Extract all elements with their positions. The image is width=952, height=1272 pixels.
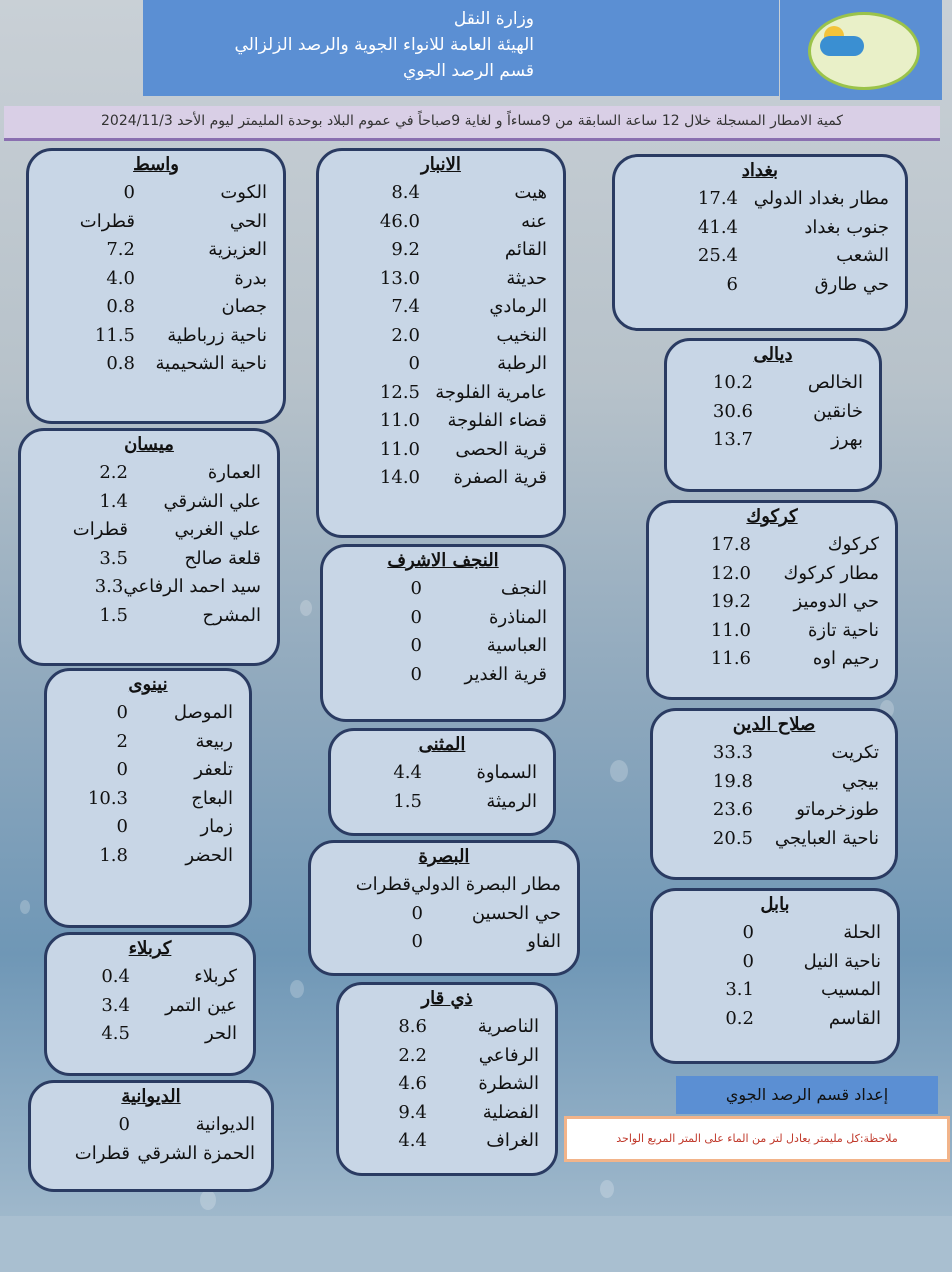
station-row (63, 785, 233, 814)
station-row (683, 398, 863, 427)
station-row (665, 617, 879, 646)
station-row (63, 813, 233, 842)
station-row (327, 900, 561, 929)
station-list (615, 185, 905, 299)
rainfall-value: قطرات (72, 519, 128, 540)
card-title: النجف الاشرف (387, 550, 499, 571)
rainfall-value: 2.2 (99, 462, 128, 483)
station-row (669, 768, 879, 797)
station-row (683, 426, 863, 455)
ministry-name: وزارة النقل (453, 9, 534, 29)
station-name: قرية الغدير (464, 663, 547, 685)
department-name: قسم الرصد الجوي (402, 61, 534, 81)
station-list (29, 179, 283, 379)
station-name: المشرح (202, 604, 261, 626)
station-list (47, 963, 253, 1049)
station-name: الحر (204, 1023, 237, 1044)
station-row (355, 1127, 539, 1156)
station-row (37, 602, 261, 631)
rainfall-value: 4.4 (398, 1130, 427, 1151)
station-name: سيد احمد الرفاعي (123, 576, 261, 597)
station-row (335, 293, 547, 322)
station-row (63, 756, 233, 785)
station-name: المناذرة (489, 606, 547, 628)
station-row (63, 728, 233, 757)
station-name: مطار بغداد الدولي (753, 188, 889, 209)
station-row (335, 208, 547, 237)
station-name: مطار البصرة الدولي (410, 874, 561, 895)
report-title: كمية الامطار المسجلة خلال 12 ساعة السابقة من 9مساءاً و لغاية 9صباحاً في عموم البلاد بوحدة المليمتر ليوم الأحد 2024/11/3 (4, 106, 940, 141)
rainfall-value: 17.8 (710, 534, 751, 555)
station-list (649, 531, 895, 674)
station-row (63, 963, 237, 992)
station-name: طوزخرماتو (796, 799, 879, 820)
rainfall-value: 3.1 (725, 979, 754, 1000)
card-babil (650, 888, 900, 1064)
station-list (323, 575, 563, 689)
rainfall-value: 25.4 (697, 245, 738, 266)
station-row (335, 464, 547, 493)
station-name: الفضلية (482, 1101, 539, 1123)
station-name: العباسية (486, 635, 547, 656)
station-name: الغراف (486, 1130, 539, 1151)
rainfall-value: 11.0 (379, 438, 420, 460)
station-row (47, 1140, 255, 1169)
station-row (669, 976, 881, 1005)
rainfall-value: 12.0 (710, 562, 751, 584)
station-name: قرية الحصى (455, 438, 547, 460)
station-list (21, 459, 277, 630)
rainfall-value: 3.5 (99, 547, 128, 569)
rainfall-value: 12.5 (379, 381, 420, 403)
footer-note: ملاحظة:كل مليمتر يعادل لتر من الماء على المتر المربع الواحد (564, 1116, 950, 1162)
rainfall-value: 3.3 (94, 576, 124, 597)
station-name: الشطرة (478, 1073, 539, 1094)
rainfall-value: 4.4 (393, 762, 422, 783)
rainfall-value: 0.4 (101, 966, 130, 987)
rainfall-value: 0.8 (106, 296, 135, 317)
rainfall-value: قطرات (79, 210, 135, 232)
station-name: الحمزة الشرقي (137, 1142, 255, 1164)
rainfall-value: 4.0 (106, 267, 135, 289)
station-row (335, 236, 547, 265)
station-name: زمار (200, 816, 233, 837)
station-name: عنه (521, 210, 547, 232)
station-row (45, 293, 267, 322)
rainfall-value: 0.2 (725, 1007, 754, 1029)
rainfall-value: 0.8 (106, 353, 135, 374)
station-row (355, 1042, 539, 1071)
station-name: الموصل (173, 702, 233, 723)
station-name: الحلة (843, 922, 881, 943)
station-name: عين التمر (165, 994, 237, 1016)
station-row (669, 825, 879, 854)
rainfall-value: 1.8 (99, 844, 128, 866)
station-row (665, 645, 879, 674)
card-title: صلاح الدين (732, 714, 816, 735)
station-name: الديوانية (195, 1114, 255, 1135)
station-row (355, 1099, 539, 1128)
rainfall-value: قطرات (74, 1142, 130, 1164)
station-list (319, 179, 563, 493)
station-row (683, 369, 863, 398)
rainfall-value: 20.5 (712, 827, 753, 849)
rainfall-value: قطرات (355, 874, 411, 895)
card-title: الديوانية (121, 1086, 181, 1107)
rainfall-value: 3.4 (101, 994, 130, 1016)
rainfall-value: 0 (116, 702, 128, 723)
rainfall-value: 46.0 (379, 210, 420, 232)
station-name: الخالص (807, 372, 863, 393)
station-name: قضاء الفلوجة (447, 410, 547, 431)
station-row (665, 560, 879, 589)
rainfall-value: 7.2 (106, 239, 135, 260)
rainfall-value: 0 (123, 182, 135, 203)
prepared-by: إعداد قسم الرصد الجوي (676, 1076, 938, 1114)
rainfall-value: 41.4 (697, 216, 738, 238)
station-name: علي الغربي (174, 519, 261, 540)
cloud-icon (820, 36, 864, 56)
station-row (63, 992, 237, 1021)
station-row (335, 407, 547, 436)
header-banner (143, 0, 779, 96)
station-row (669, 919, 881, 948)
station-name: قرية الصفرة (453, 467, 547, 488)
rainfall-value: 6 (726, 273, 738, 295)
station-row (45, 208, 267, 237)
rainfall-value: 2.2 (398, 1044, 427, 1066)
card-title: البصرة (418, 846, 470, 867)
card-karbala (44, 932, 256, 1076)
card-najaf (320, 544, 566, 722)
station-row (669, 1005, 881, 1034)
rainfall-value: 9.4 (398, 1101, 427, 1123)
rainfall-value: 0 (118, 1114, 130, 1135)
rainfall-value: 13.0 (379, 267, 420, 289)
station-name: بهرز (831, 429, 863, 450)
rainfall-value: 7.4 (391, 296, 420, 317)
rainfall-value: 0 (116, 816, 128, 837)
card-maysan (18, 428, 280, 666)
card-diyala (664, 338, 882, 492)
station-name: الرميثة (486, 790, 537, 812)
station-row (669, 796, 879, 825)
card-title: ذي قار (421, 988, 473, 1009)
station-row (339, 604, 547, 633)
station-name: القاسم (828, 1007, 881, 1029)
rainfall-value: 1.5 (99, 604, 128, 626)
station-row (665, 588, 879, 617)
station-row (335, 322, 547, 351)
station-row (631, 214, 889, 243)
station-name: جنوب بغداد (804, 216, 889, 238)
station-name: تكريت (831, 742, 879, 763)
station-row (339, 575, 547, 604)
station-row (45, 236, 267, 265)
rainfall-value: 11.6 (710, 648, 751, 669)
rainfall-value: 19.2 (710, 591, 751, 612)
station-name: الشعب (836, 245, 889, 266)
station-list (667, 369, 879, 455)
card-anbar (316, 148, 566, 538)
station-name: الحي (229, 210, 267, 232)
rainfall-value: 1.4 (99, 490, 128, 512)
station-name: البعاج (191, 787, 233, 809)
bottom-band (0, 1216, 952, 1272)
station-name: الفاو (527, 931, 561, 952)
station-row (669, 739, 879, 768)
station-name: مطار كركوك (783, 562, 879, 584)
rainfall-value: 19.8 (712, 770, 753, 792)
station-name: الناصرية (477, 1016, 539, 1037)
rainfall-value: 2.0 (391, 324, 420, 346)
card-title: كربلاء (128, 938, 172, 959)
station-name: ناحية العبايجي (774, 827, 879, 849)
rainfall-value: 4.5 (101, 1023, 130, 1044)
logo (780, 0, 942, 100)
rainfall-value: 13.7 (712, 429, 753, 450)
rainfall-value: 33.3 (712, 742, 753, 763)
station-name: الرطبة (497, 353, 547, 374)
station-row (45, 322, 267, 351)
station-name: ناحية زرباطية (167, 324, 267, 346)
rainfall-value: 10.3 (87, 787, 128, 809)
rainfall-value: 0 (408, 353, 420, 374)
rainfall-value: 0 (742, 922, 754, 943)
station-name: حي الحسين (471, 902, 561, 924)
card-title: ميسان (124, 434, 174, 455)
station-row (339, 661, 547, 690)
rainfall-value: 10.2 (712, 372, 753, 393)
station-name: الحضر (185, 844, 233, 866)
station-name: تلعفر (194, 759, 233, 780)
station-name: النخيب (496, 324, 547, 346)
rainfall-value: 0 (410, 663, 422, 685)
card-diwaniya (28, 1080, 274, 1192)
rainfall-value: 14.0 (379, 467, 420, 488)
station-name: الكوت (220, 182, 267, 203)
station-row (347, 759, 537, 788)
station-row (37, 459, 261, 488)
station-row (355, 1013, 539, 1042)
rainfall-value: 17.4 (697, 188, 738, 209)
station-name: عامرية الفلوجة (435, 381, 547, 403)
rainfall-value: 11.5 (94, 324, 135, 346)
station-row (63, 842, 233, 871)
rainfall-value: 4.6 (398, 1073, 427, 1094)
rainfall-value: 0 (411, 902, 423, 924)
card-title: المثنى (418, 734, 466, 755)
card-title: كركوك (746, 506, 798, 527)
card-title: بغداد (741, 160, 779, 181)
station-name: حديثة (506, 267, 547, 289)
card-baghdad (612, 154, 908, 331)
rainfall-value: 0 (410, 635, 422, 656)
station-name: القائم (504, 239, 547, 260)
station-name: كربلاء (194, 966, 237, 987)
station-row (669, 948, 881, 977)
station-row (339, 632, 547, 661)
station-row (335, 436, 547, 465)
station-row (327, 928, 561, 957)
station-row (47, 1111, 255, 1140)
station-row (347, 788, 537, 817)
station-list (339, 1013, 555, 1156)
station-row (327, 871, 561, 900)
station-name: السماوة (476, 762, 537, 783)
station-row (335, 350, 547, 379)
station-row (45, 265, 267, 294)
station-name: المسيب (820, 979, 881, 1000)
station-row (37, 545, 261, 574)
station-name: ناحية النيل (803, 950, 881, 972)
station-row (45, 179, 267, 208)
station-row (631, 185, 889, 214)
card-wasit (26, 148, 286, 424)
station-name: الرمادي (489, 296, 547, 317)
card-title: الانبار (421, 154, 461, 175)
station-list (31, 1111, 271, 1168)
rainfall-value: 11.0 (710, 619, 751, 641)
station-row (355, 1070, 539, 1099)
station-name: حي الدوميز (793, 591, 879, 612)
station-row (631, 242, 889, 271)
station-row (335, 379, 547, 408)
station-name: رحيم اوه (812, 648, 879, 669)
rainfall-value: 0 (411, 931, 423, 952)
rainfall-value: 30.6 (712, 400, 753, 422)
station-name: العمارة (207, 462, 261, 483)
station-name: ربيعة (195, 730, 233, 752)
station-name: قلعة صالح (184, 547, 261, 569)
station-name: ناحية تازة (807, 619, 879, 641)
rainfall-value: 11.0 (379, 410, 420, 431)
rainfall-value: 8.6 (398, 1016, 427, 1037)
station-list (331, 759, 553, 816)
station-name: ناحية الشحيمية (155, 353, 267, 374)
station-name: حي طارق (814, 273, 889, 295)
card-title: واسط (133, 154, 179, 175)
card-ninawa (44, 668, 252, 928)
station-row (63, 1020, 237, 1049)
station-row (37, 516, 261, 545)
station-name: هيت (514, 182, 547, 203)
rainfall-value: 8.4 (391, 182, 420, 203)
rainfall-value: 0 (410, 578, 422, 599)
card-salahaldin (650, 708, 898, 880)
station-list (653, 919, 897, 1033)
card-title: بابل (760, 894, 790, 915)
card-muthanna (328, 728, 556, 836)
rainfall-value: 9.2 (391, 239, 420, 260)
authority-name: الهيئة العامة للانواء الجوية والرصد الزلزالي (234, 35, 534, 55)
station-list (311, 871, 577, 957)
station-name: العزيزية (208, 239, 267, 260)
rainfall-value: 0 (410, 606, 422, 628)
station-row (335, 179, 547, 208)
card-title: نينوى (128, 674, 168, 695)
card-kirkuk (646, 500, 898, 700)
station-list (653, 739, 895, 853)
card-dhiqar (336, 982, 558, 1176)
station-name: النجف (500, 578, 547, 599)
station-name: جصان (221, 296, 267, 317)
station-row (335, 265, 547, 294)
station-row (631, 271, 889, 300)
station-row (63, 699, 233, 728)
station-name: بيجي (841, 770, 879, 792)
station-name: خانقين (813, 400, 863, 422)
station-name: علي الشرقي (163, 490, 261, 512)
station-row (37, 488, 261, 517)
station-row (45, 350, 267, 379)
station-row (665, 531, 879, 560)
rainfall-value: 1.5 (393, 790, 422, 812)
rainfall-value: 0 (116, 759, 128, 780)
station-name: بدرة (234, 267, 267, 289)
station-name: الرفاعي (478, 1044, 539, 1066)
rainfall-value: 23.6 (712, 799, 753, 820)
station-name: كركوك (827, 534, 879, 555)
card-basra (308, 840, 580, 976)
station-row (37, 573, 261, 602)
station-list (47, 699, 249, 870)
rainfall-value: 2 (116, 730, 128, 752)
rainfall-value: 0 (742, 950, 754, 972)
card-title: ديالى (753, 344, 793, 365)
